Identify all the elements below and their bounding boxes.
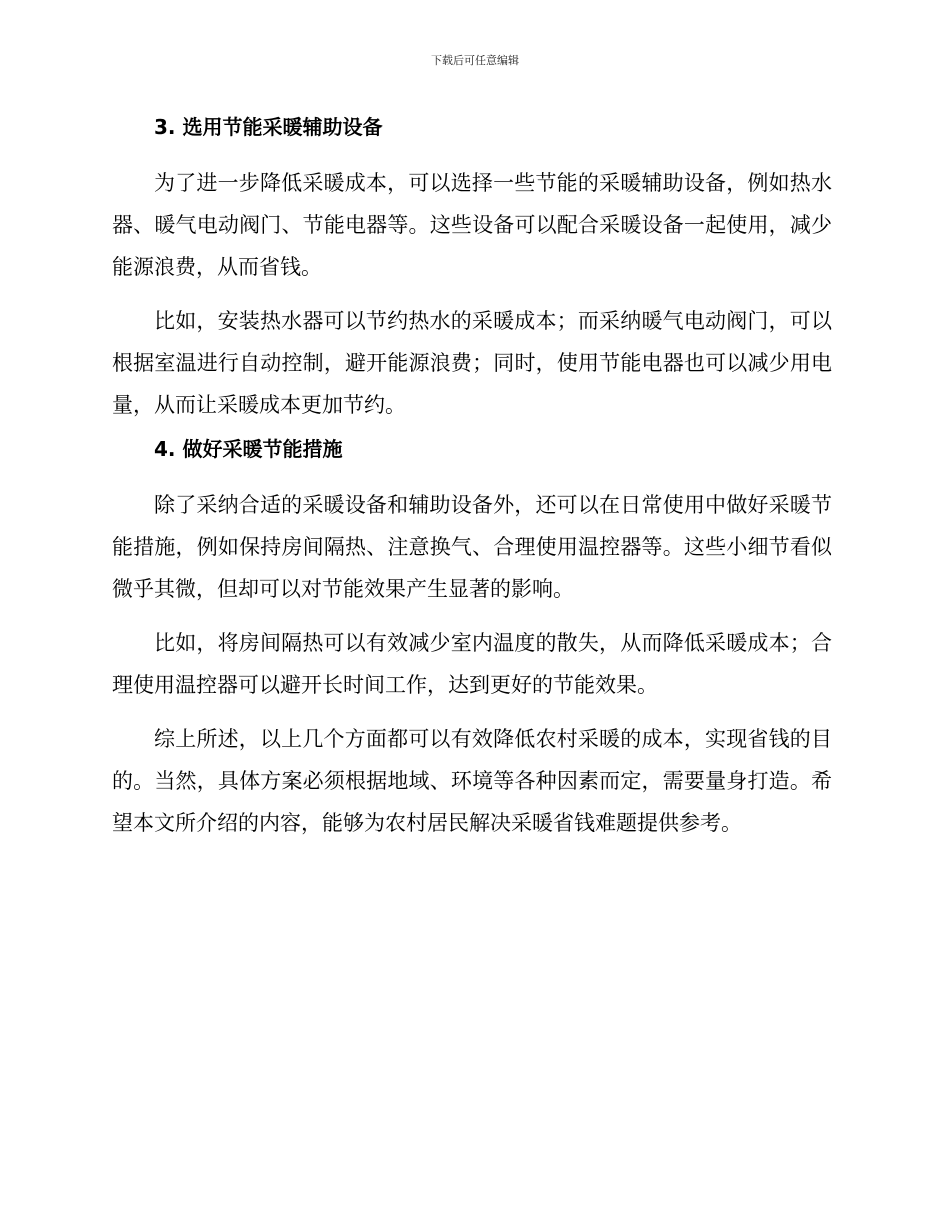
section-3: [112, 110, 832, 426]
document-body: [112, 110, 832, 856]
section-heading: 3. 选用节能采暖辅助设备: [154, 115, 383, 139]
paragraph: 比如，安装热水器可以节约热水的采暖成本；而采纳暖气电动阀门，可以根据室温进行自动控制，避开能源浪费；同时，使用节能电器也可以减少用电量，从而让采暖成本更加节约。: [112, 309, 832, 417]
paragraph: 比如，将房间隔热可以有效减少室内温度的散失，从而降低采暖成本；合理使用温控器可以避开长时间工作，达到更好的节能效果。: [112, 631, 832, 697]
section-4: [112, 432, 832, 706]
paragraph: 为了进一步降低采暖成本，可以选择一些节能的采暖辅助设备，例如热水器、暖气电动阀门、节能电器等。这些设备可以配合采暖设备一起使用，减少能源浪费，从而省钱。: [112, 171, 832, 279]
paragraph: 除了采纳合适的采暖设备和辅助设备外，还可以在日常使用中做好采暖节能措施，例如保持房间隔热、注意换气、合理使用温控器等。这些小细节看似微乎其微，但却可以对节能效果产生显著的影响。: [112, 493, 832, 601]
section-heading: 4. 做好采暖节能措施: [154, 437, 343, 461]
conclusion-paragraph: 综上所述，以上几个方面都可以有效降低农村采暖的成本，实现省钱的目的。当然，具体方案必须根据地域、环境等各种因素而定，需要量身打造。希望本文所介绍的内容，能够为农村居民解决采暖省钱难题提供参考。: [112, 727, 832, 835]
running-header: 下载后可任意编辑: [431, 54, 519, 67]
